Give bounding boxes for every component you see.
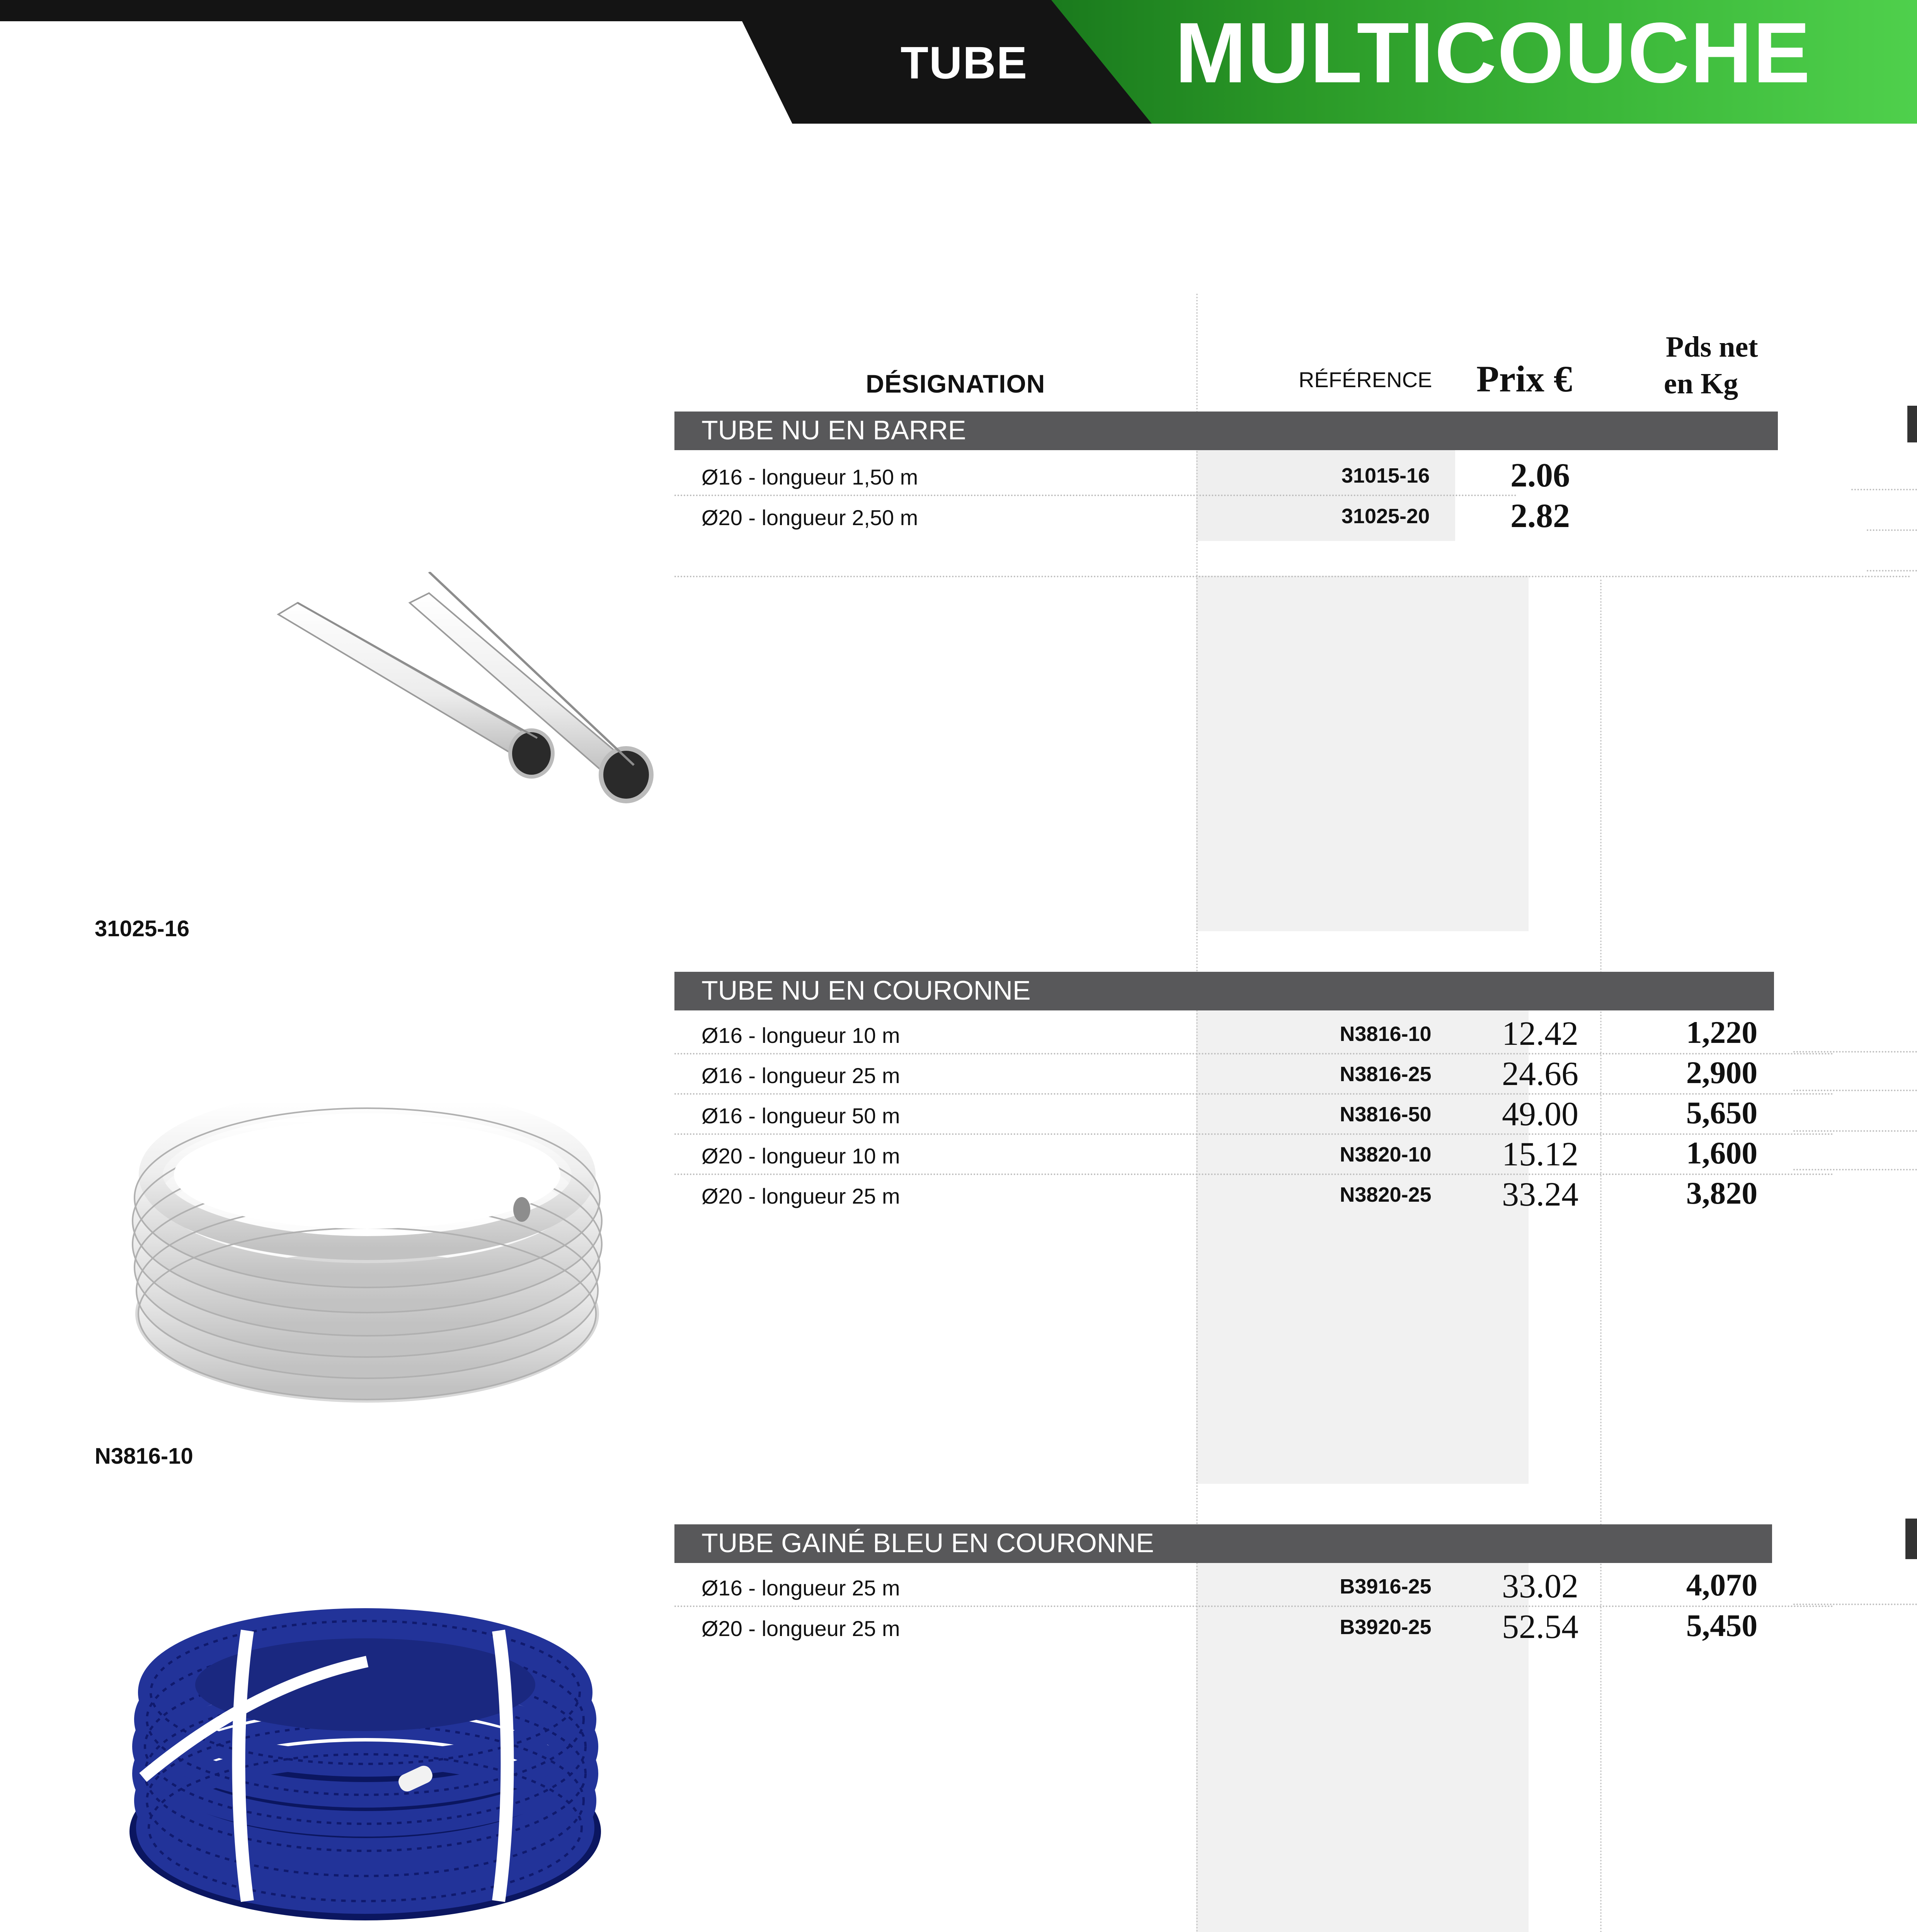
row-reference: N3816-50 xyxy=(1340,1103,1432,1126)
row-reference: B3920-25 xyxy=(1340,1616,1432,1639)
table-row xyxy=(674,497,1834,537)
column-header-reference: RÉFÉRENCE xyxy=(1299,367,1432,392)
scan-dotted-line xyxy=(1793,1604,1917,1605)
column-header-pds-net: Pds net xyxy=(1666,331,1758,363)
scan-dotted-line xyxy=(1867,570,1917,571)
table-row xyxy=(674,1175,1834,1215)
row-designation: Ø16 - longueur 10 m xyxy=(701,1023,900,1048)
row-prix: 52.54 xyxy=(1502,1608,1578,1646)
table-row xyxy=(674,1095,1834,1135)
row-prix: 24.66 xyxy=(1502,1055,1578,1093)
table-row xyxy=(674,1014,1834,1054)
row-designation: Ø16 - longueur 25 m xyxy=(701,1576,900,1600)
section-title: TUBE NU EN BARRE xyxy=(701,415,966,445)
column-header-prix: Prix € xyxy=(1476,358,1572,400)
blue-sheathed-coil-icon xyxy=(120,1584,611,1932)
row-designation: Ø20 - longueur 10 m xyxy=(701,1144,900,1168)
scan-dotted-line xyxy=(1793,1130,1917,1132)
row-divider xyxy=(674,576,1911,577)
row-designation: Ø16 - longueur 1,50 m xyxy=(701,465,918,489)
white-tube-coil-icon xyxy=(120,1097,615,1406)
scan-dotted-line xyxy=(1793,1169,1917,1170)
section-title: TUBE NU EN COURONNE xyxy=(701,975,1031,1005)
row-prix: 33.02 xyxy=(1502,1568,1578,1605)
row-reference: 31025-20 xyxy=(1341,505,1430,528)
row-reference: N3820-10 xyxy=(1340,1143,1432,1166)
table-row xyxy=(674,1135,1834,1175)
column-header-designation: DÉSIGNATION xyxy=(866,369,1045,398)
row-poids: 5,450 xyxy=(1686,1608,1758,1643)
row-prix: 33.24 xyxy=(1502,1176,1578,1213)
header-right-title: MULTICOUCHE xyxy=(1175,5,1811,101)
section-bar-tube-nu-couronne xyxy=(674,972,1774,1010)
row-poids: 1,600 xyxy=(1686,1135,1758,1170)
row-reference: 31015-16 xyxy=(1341,464,1430,487)
row-poids: 2,900 xyxy=(1686,1055,1758,1090)
table-row xyxy=(674,1567,1834,1607)
reference-column-shade-2 xyxy=(1196,576,1529,931)
row-designation: Ø20 - longueur 25 m xyxy=(701,1616,900,1641)
row-prix: 2.82 xyxy=(1510,497,1570,535)
row-poids: 1,220 xyxy=(1686,1015,1758,1050)
scan-dotted-line xyxy=(1793,1090,1917,1091)
section-bar-tube-gaine-bleu xyxy=(674,1524,1772,1563)
row-poids: 4,070 xyxy=(1686,1567,1758,1602)
column-divider-right xyxy=(1600,580,1602,1932)
row-reference: N3816-25 xyxy=(1340,1063,1432,1086)
scan-dotted-line xyxy=(1851,489,1917,490)
row-designation: Ø16 - longueur 50 m xyxy=(701,1104,900,1128)
row-designation: Ø20 - longueur 25 m xyxy=(701,1184,900,1208)
scan-dotted-line xyxy=(1867,529,1917,531)
row-reference: N3816-10 xyxy=(1340,1022,1432,1046)
row-prix: 49.00 xyxy=(1502,1095,1578,1133)
row-divider xyxy=(674,1605,1834,1607)
row-divider xyxy=(674,495,1517,496)
straight-tube-bars-icon xyxy=(247,572,684,823)
image-caption: N3816-10 xyxy=(95,1444,193,1469)
row-prix: 15.12 xyxy=(1502,1136,1578,1173)
scan-edge-mark xyxy=(1907,406,1917,442)
row-designation: Ø16 - longueur 25 m xyxy=(701,1063,900,1088)
column-header-en-kg: en Kg xyxy=(1664,367,1738,400)
row-poids: 5,650 xyxy=(1686,1095,1758,1130)
row-prix: 2.06 xyxy=(1510,457,1570,494)
section-bar-tube-nu-barre xyxy=(674,412,1778,450)
table-row xyxy=(674,1607,1834,1648)
header-left-title: TUBE xyxy=(901,37,1028,88)
row-prix: 12.42 xyxy=(1502,1015,1578,1053)
row-reference: B3916-25 xyxy=(1340,1575,1432,1598)
table-row xyxy=(674,456,1834,496)
scan-dotted-line xyxy=(1793,1051,1917,1053)
scan-edge-mark xyxy=(1905,1519,1917,1559)
section-title: TUBE GAINÉ BLEU EN COURONNE xyxy=(701,1528,1154,1558)
row-reference: N3820-25 xyxy=(1340,1183,1432,1206)
table-row xyxy=(674,1054,1834,1095)
row-poids: 3,820 xyxy=(1686,1175,1758,1211)
row-designation: Ø20 - longueur 2,50 m xyxy=(701,505,918,530)
image-caption: 31025-16 xyxy=(95,916,190,941)
